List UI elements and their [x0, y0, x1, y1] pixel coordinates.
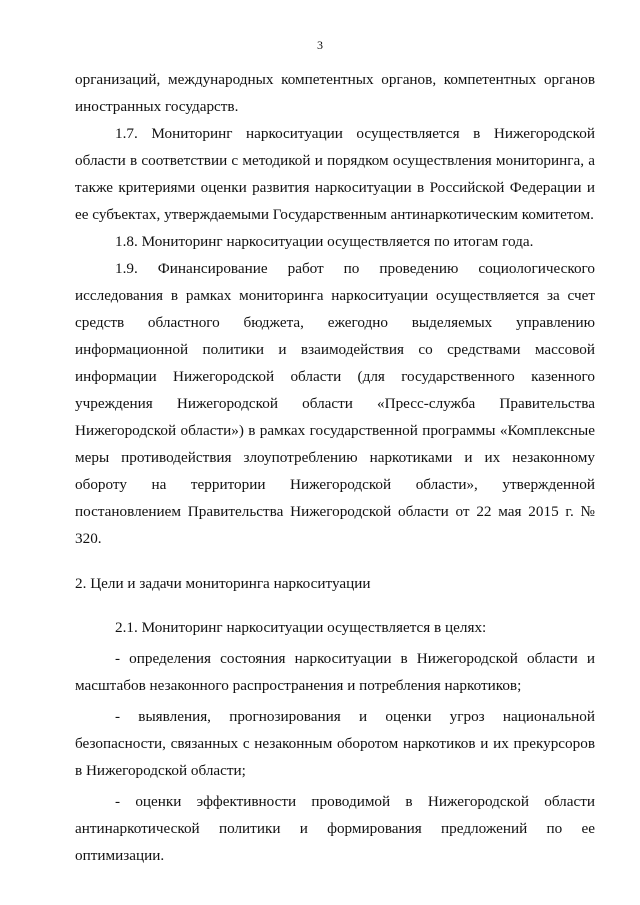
list-item: - оценки эффективности проводимой в Нижегородской области антинаркотической политики и формирования предложений по ее оптимизации. — [75, 793, 595, 864]
page-number: 3 — [317, 38, 323, 52]
section-heading: 2. Цели и задачи мониторинга наркоситуации — [75, 575, 371, 592]
paragraph-1-9: 1.9. Финансирование работ по проведению социологического исследования в рамках мониторинга наркоситуации осуществляется за счет средств областного бюджета, ежегодно выделяемых управлению информационной политики и взаимодействия со средствами массовой информации Нижегородской области (для государственного казенного учреждения Нижегородской области «Пресс-служба Правительства Нижегородской области») в рамках государственной программы «Комплексные меры противодействия злоупотреблению наркотиками и их незаконному обороту на территории Нижегородской области», утвержденной постановлением Правительства Нижегородской области от 22 мая 2015 г. № 320. — [75, 260, 595, 547]
paragraph-continuation: организаций, международных компетентных органов, компетентных органов иностранных государств. — [75, 71, 595, 115]
list-item: - определения состояния наркоситуации в Нижегородской области и масштабов незаконного распространения и потребления наркотиков; — [75, 650, 595, 694]
paragraph-2-1: 2.1. Мониторинг наркоситуации осуществляется в целях: — [115, 619, 487, 636]
list-item: - выявления, прогнозирования и оценки угроз национальной безопасности, связанных с незаконным оборотом наркотиков и их прекурсоров в Нижегородской области; — [75, 708, 595, 779]
document-body — [75, 66, 595, 873]
paragraph-1-8: 1.8. Мониторинг наркоситуации осуществляется по итогам года. — [115, 233, 534, 250]
paragraph-1-7: 1.7. Мониторинг наркоситуации осуществляется в Нижегородской области в соответствии с методикой и порядком осуществления мониторинга, а также критериями оценки развития наркоситуации в Российской Федерации и ее субъектах, утверждаемыми Государственным антинаркотическим комитетом. — [75, 125, 595, 223]
